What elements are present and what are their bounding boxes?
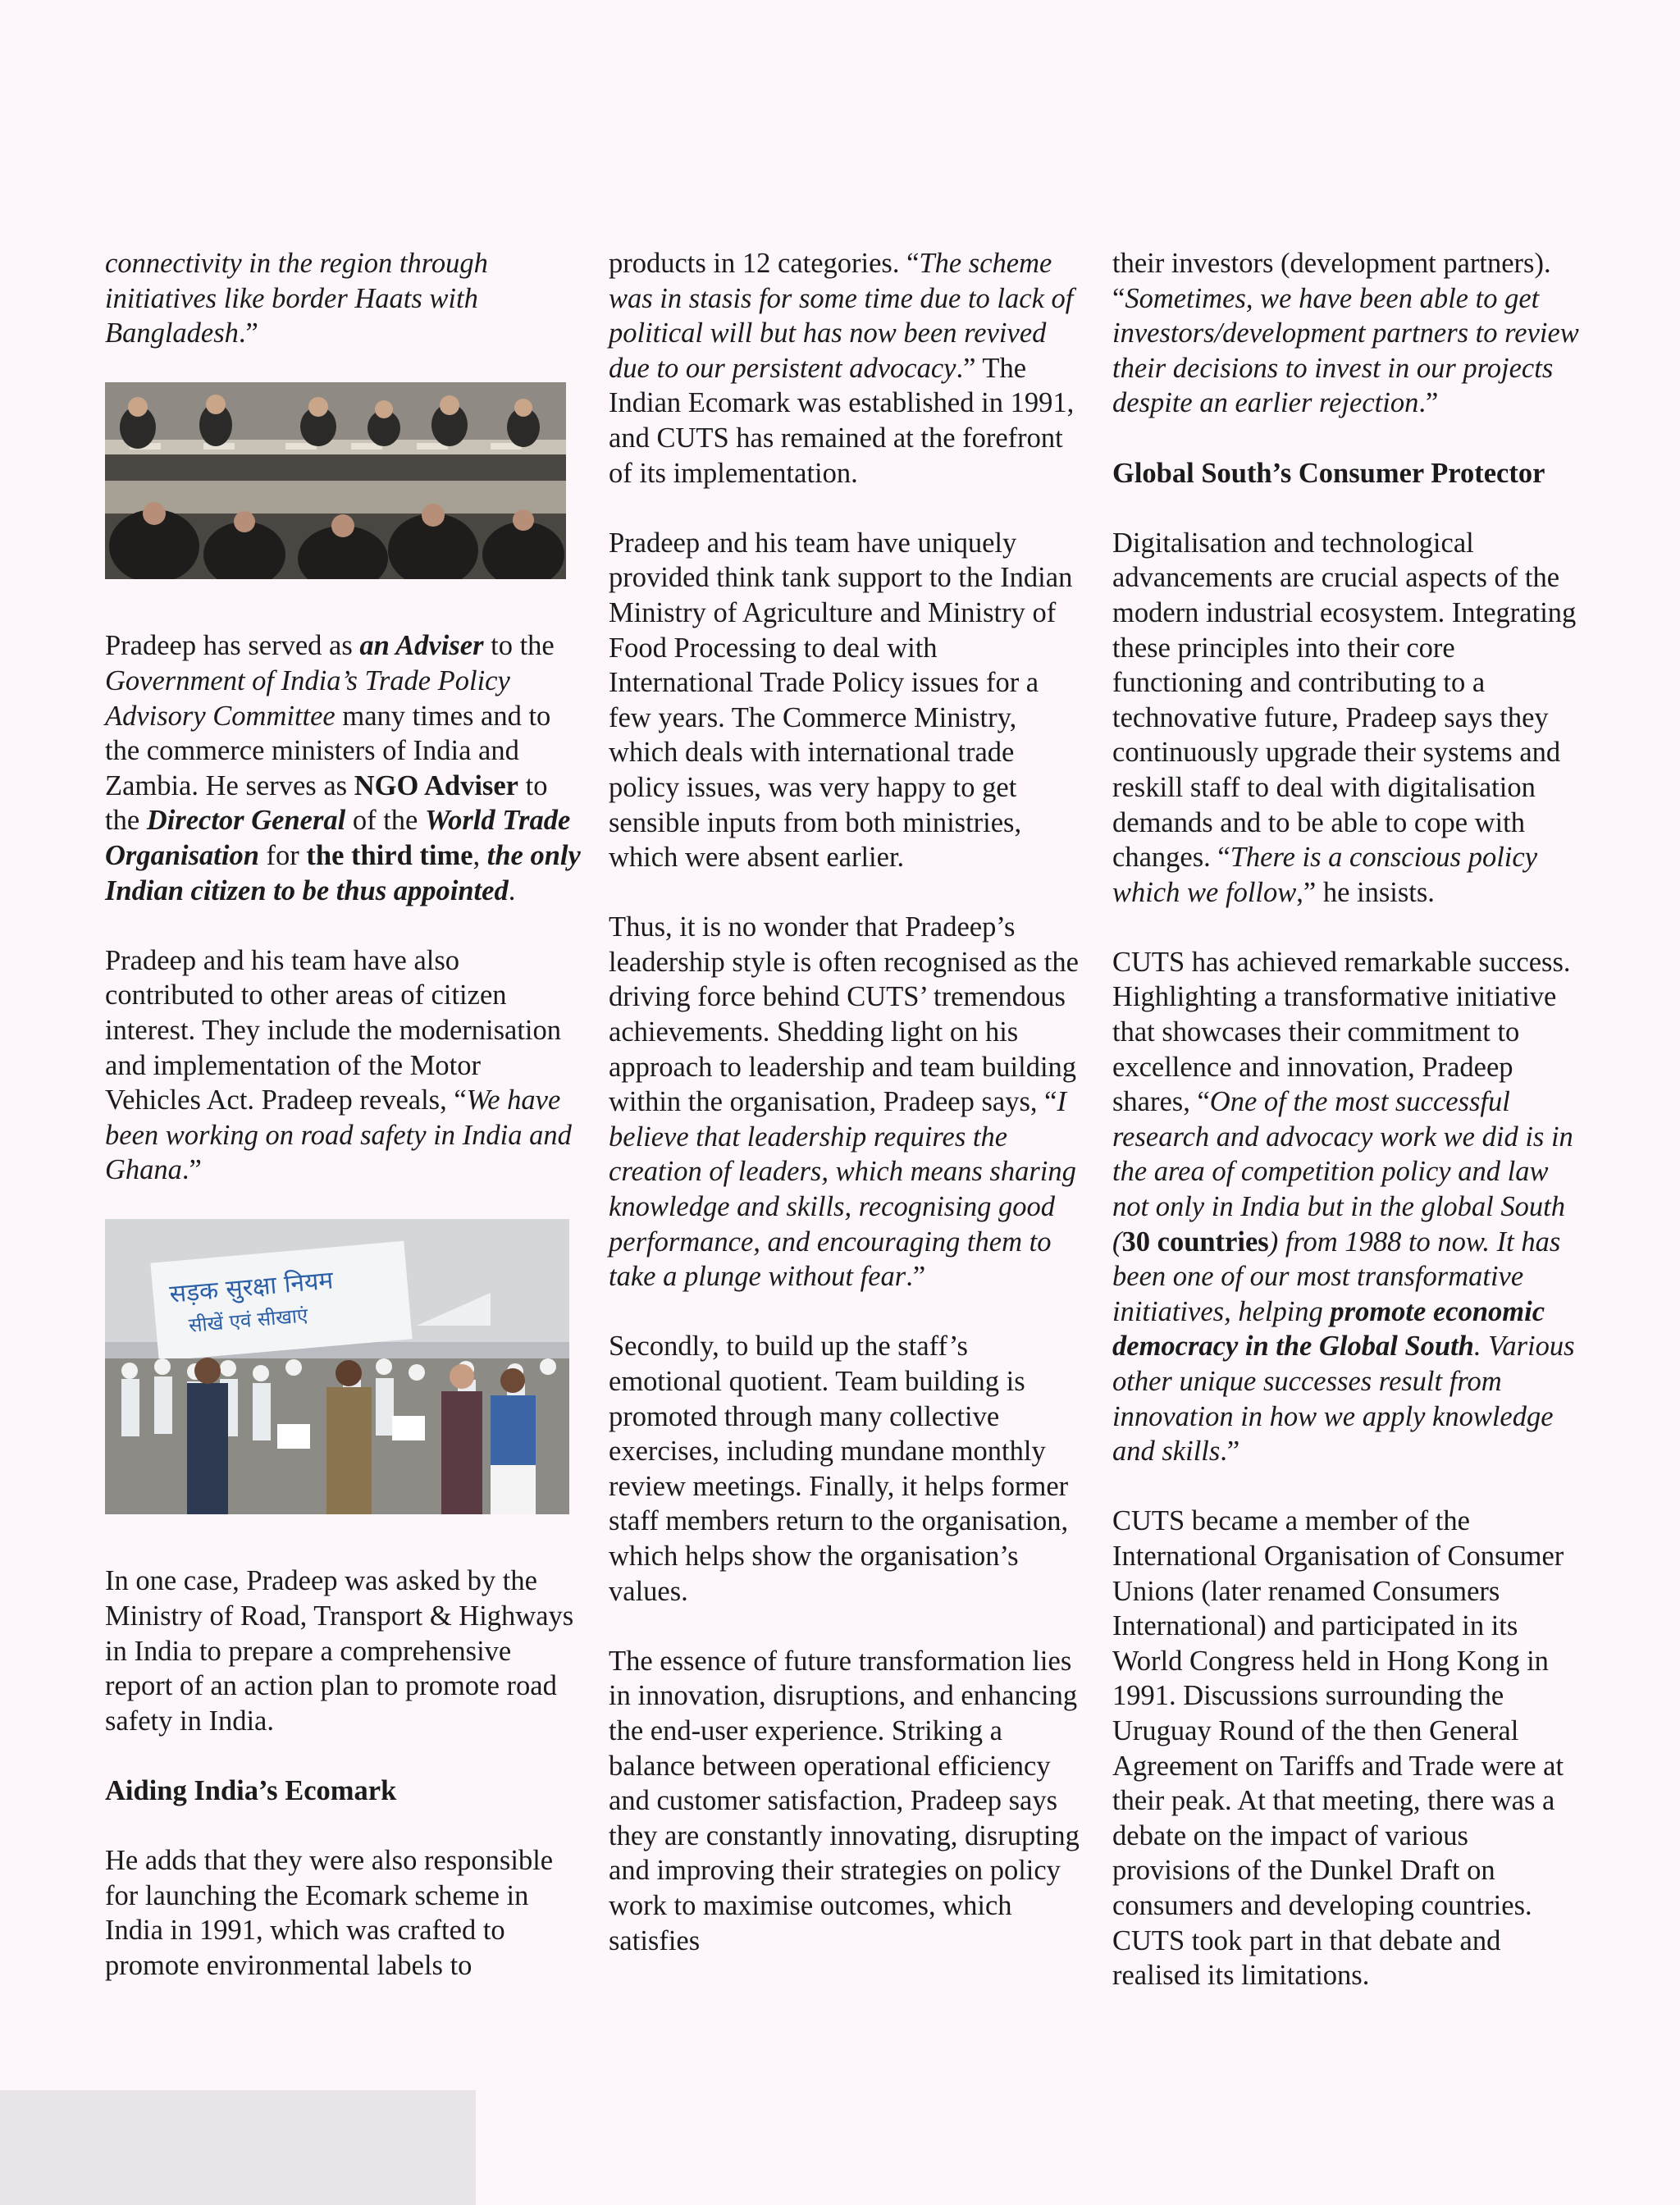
col1-paragraph-5: He adds that they were also responsible for launching the Ecomark scheme in India in 1991, which was crafted to promote environmental labels to — [105, 1845, 554, 1981]
col1-paragraph-4: In one case, Pradeep was asked by the Ministry of Road, Transport & Highways in India to prepare a comprehensive report of an action plan to promote road safety in India. — [105, 1565, 574, 1737]
col2-paragraph-4: Secondly, to build up the staff’s emotional quotient. Team building is promoted through many collective exercises, including mundane monthly review meetings. Finally, it helps former staff members return to the organisation, which helps show the organisation’s values. — [609, 1331, 1069, 1607]
col1-paragraph-1: connectivity in the region through initiatives like border Haats with Bangladesh.” — [105, 248, 488, 349]
col3-paragraph-1: their investors (development partners). “Sometimes, we have been able to get investors/development partners to review their decisions to invest in our projects despite an earlier rejection.” — [1112, 248, 1579, 419]
col1-subheading-ecomark: Aiding India’s Ecomark — [105, 1775, 397, 1807]
column-3 — [1112, 246, 1588, 1993]
conference-panel-photo — [105, 382, 581, 579]
column-1 — [105, 246, 581, 1984]
column-2 — [609, 246, 1084, 1958]
road-safety-rally-photo — [105, 1219, 581, 1514]
col3-paragraph-2: Digitalisation and technological advancements are crucial aspects of the modern industrial ecosystem. Integrating these principles into their core functioning and contributing to a technovative future, Pradeep says they continuously upgrade their systems and reskill staff to deal with digitalisation demands and to be able to cope with changes. “There is a conscious policy which we follow,” he insists. — [1112, 527, 1577, 908]
col1-paragraph-2: Pradeep has served as an Adviser to the Government of India’s Trade Policy Advisory Committee many times and to the commerce ministers of India and Zambia. He serves as NGO Adviser to the Director General of the World Trade Organisation for the third time, the only Indian citizen to be thus appointed. — [105, 630, 581, 906]
col3-paragraph-4: CUTS became a member of the International Organisation of Consumer Unions (later renamed Consumers International) and participated in its World Congress held in Hong Kong in 1991. Discussions surrounding the Uruguay Round of the then General Agreement on Tariffs and Trade were at their peak. At that meeting, there was a debate on the impact of various provisions of the Dunkel Draft on consumers and developing countries. CUTS took part in that debate and realised its limitations. — [1112, 1505, 1564, 1992]
banner-text-line-1: सड़क सुरक्षा नियम — [168, 1266, 335, 1310]
col3-subheading-consumer-protector: Global South’s Consumer Protector — [1112, 457, 1545, 489]
col1-paragraph-3: Pradeep and his team have also contributed to other areas of citizen interest. They include the modernisation and implementation of the Motor Vehicles Act. Pradeep reveals, “We have been working on road safety in India and Ghana.” — [105, 944, 572, 1186]
col2-paragraph-1: products in 12 categories. “The scheme was in stasis for some time due to lack of political will but has now been revived due to our persistent advocacy.” The Indian Ecomark was established in 1991, and CUTS has remained at the forefront of its implementation. — [609, 248, 1075, 489]
col2-paragraph-3: Thus, it is no wonder that Pradeep’s leadership style is often recognised as the driving force behind CUTS’ tremendous achievements. Shedding light on his approach to leadership and team building within the organisation, Pradeep says, “I believe that leadership requires the creation of leaders, which means sharing knowledge and skills, recognising good performance, and encouraging them to take a plunge without fear.” — [609, 911, 1079, 1293]
banner-text-line-2: सीखें एवं सीखाएं — [187, 1303, 309, 1338]
col2-paragraph-5: The essence of future transformation lies in innovation, disruptions, and enhancing the end-user experience. Striking a balance between operational efficiency and customer satisfaction, Pradeep says they are constantly innovating, disrupting and improving their strategies on policy work to maximise outcomes, which satisfies — [609, 1645, 1080, 1956]
col3-paragraph-3: CUTS has achieved remarkable success. Highlighting a transformative initiative that showcases their commitment to excellence and innovation, Pradeep shares, “One of the most successful research and advocacy work we did is in the area of competition policy and law not only in India but in the global South (30 countries) from 1988 to now. It has been one of our most transformative initiatives, helping promote economic democracy in the Global South. Various other unique successes result from innovation in how we apply knowledge and skills.” — [1112, 946, 1575, 1468]
footer-band — [0, 2090, 476, 2205]
col2-paragraph-2: Pradeep and his team have uniquely provided think tank support to the Indian Ministry of Agriculture and Ministry of Food Processing to deal with International Trade Policy issues for a few years. The Commerce Ministry, which deals with international trade policy issues, was very happy to get sensible inputs from both ministries, which were absent earlier. — [609, 527, 1073, 874]
